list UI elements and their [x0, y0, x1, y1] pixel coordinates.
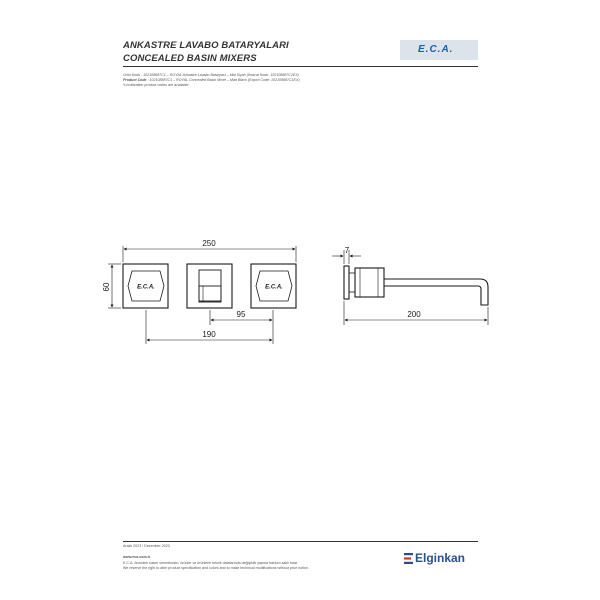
left-handle-logo: E.C.A.	[137, 284, 155, 291]
label-height: 60	[102, 282, 111, 292]
footer-note-tr: E.C.A. önceden haber vermeksizin, ürünler ve ürünlerin teknik datalarında değişiklik yapma hakkını saklı tutar.	[123, 561, 298, 565]
elginkan-logo-icon	[404, 553, 413, 564]
product-code-tr-value: : 102108887C1 – ROYAL Ankastre Lavabo Bataryası – Mat Siyah (İhracat Kodu: 102108887C1EX)	[141, 73, 299, 77]
footer-website[interactable]: www.eca.com.tr	[123, 555, 151, 559]
label-handles-span: 190	[202, 330, 216, 339]
elginkan-logo-text: Elginkan	[415, 551, 466, 565]
spout-plate	[187, 264, 232, 308]
title-tr: ANKASTRE LAVABO BATARYALARI	[123, 40, 289, 51]
footer-divider	[123, 541, 478, 542]
right-handle-logo: E.C.A.	[265, 284, 283, 291]
footer-note-en: We reserve the right to alter product specification and colors and to make technical modifications without prior notice.	[123, 566, 309, 570]
product-code-en-label: Product Code	[123, 78, 147, 82]
label-handle-to-spout: 95	[236, 310, 246, 319]
footer-date: Aralık 2023 / December 2023	[123, 544, 170, 548]
dimension-total-width	[123, 246, 296, 262]
elginkan-logo	[404, 551, 480, 567]
product-code-en-value: : 102108887C1 – ROYAL Concealed Basin Mixer – Matt Black (Export Code: 102108887C1EX)	[147, 78, 300, 82]
eca-logo-text: E.C.A.	[418, 44, 454, 55]
title-en: CONCEALED BASIN MIXERS	[123, 53, 257, 64]
label-total-width: 250	[202, 239, 216, 248]
label-depth: 7	[344, 246, 350, 255]
product-code-tr-label: Ürün Kodu	[123, 73, 141, 77]
side-view	[344, 266, 488, 305]
localization-note: *Localization product codes are available.	[123, 83, 190, 87]
label-spout-length: 200	[407, 310, 421, 319]
